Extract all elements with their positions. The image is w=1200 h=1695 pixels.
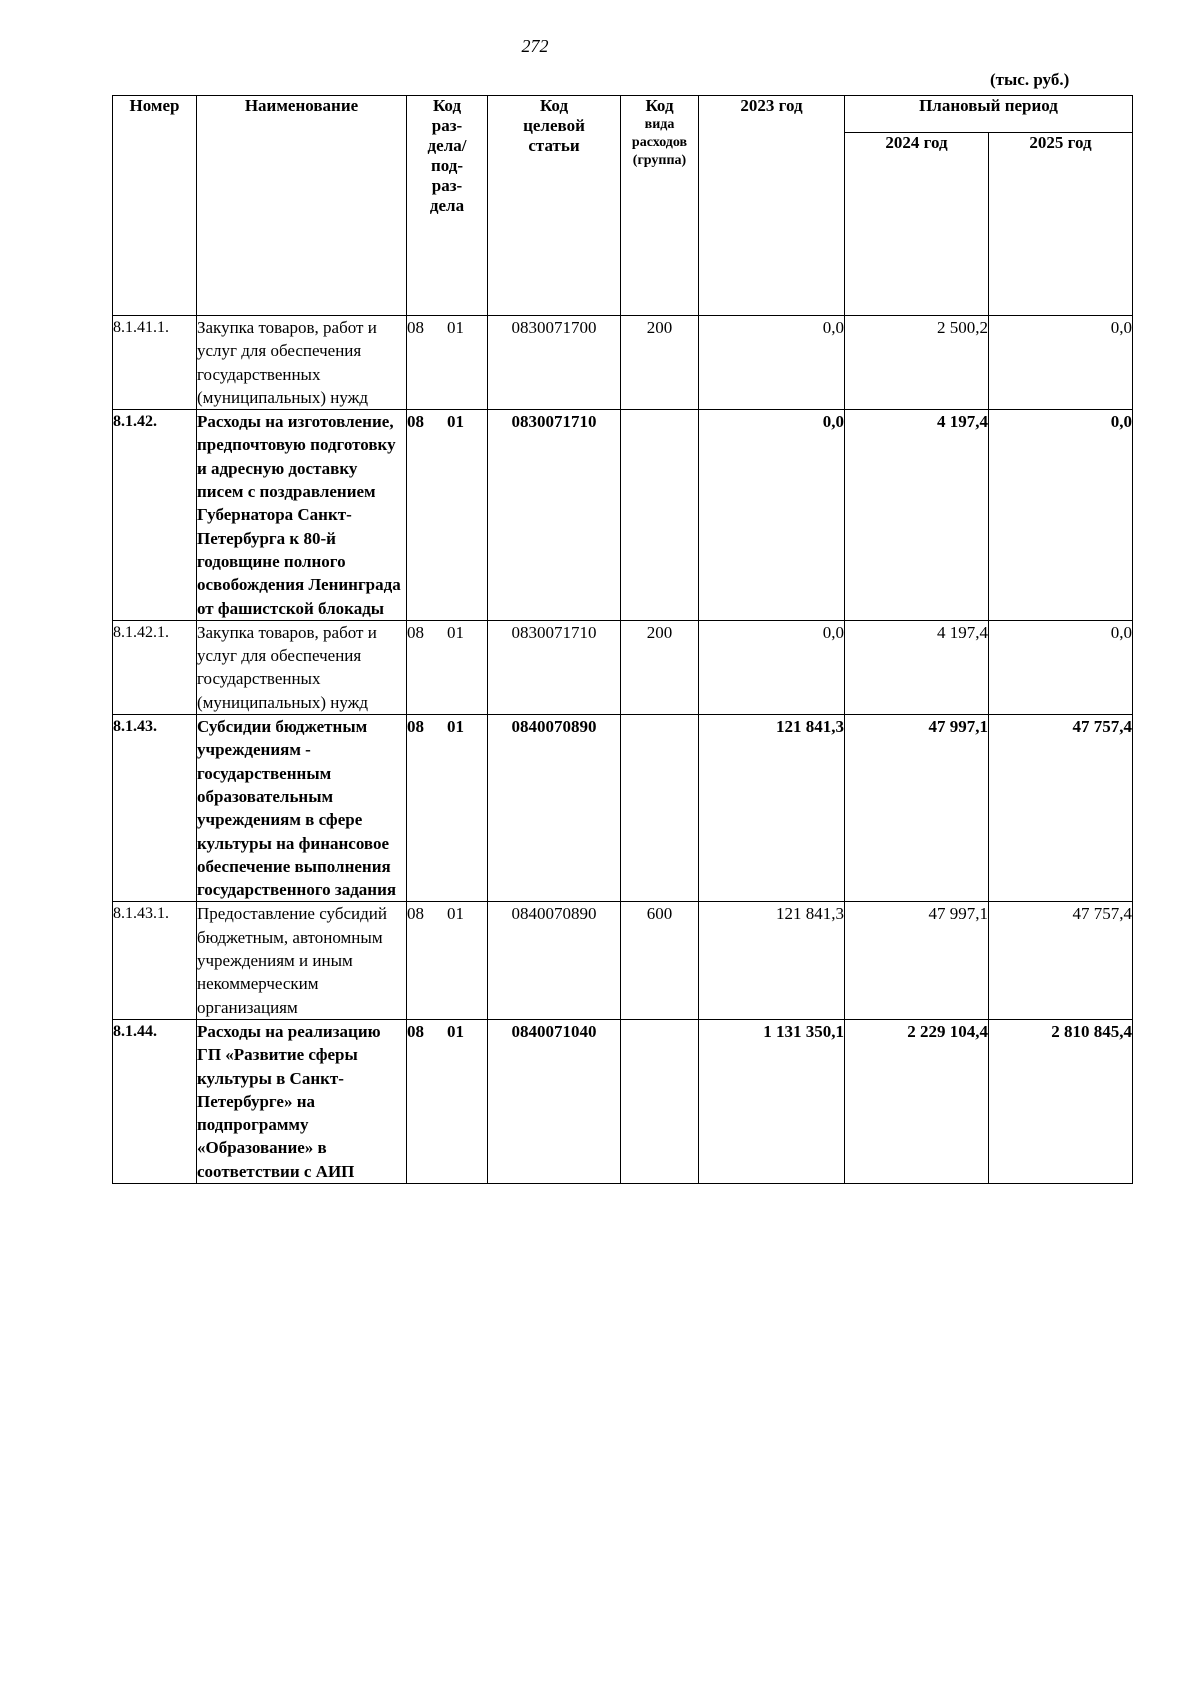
units-label: (тыс. руб.) (990, 70, 1070, 89)
header-target-article: Код целевой статьи (488, 96, 621, 316)
row-target-article: 0830071700 (488, 316, 621, 410)
row-amount-2024: 2 229 104,4 (845, 1019, 989, 1183)
row-amount-2024: 47 997,1 (845, 902, 989, 1019)
row-number: 8.1.41.1. (113, 316, 197, 410)
row-amount-2025: 0,0 (989, 316, 1133, 410)
page-number: 272 (521, 36, 549, 56)
row-razdel: 08 01 (407, 715, 488, 902)
row-razdel: 08 01 (407, 1019, 488, 1183)
row-razdel: 08 01 (407, 620, 488, 714)
row-number: 8.1.42. (113, 410, 197, 621)
row-target-article: 0840071040 (488, 1019, 621, 1183)
row-amount-2025: 47 757,4 (989, 902, 1133, 1019)
row-target-article: 0840070890 (488, 902, 621, 1019)
header-2024: 2024 год (845, 133, 989, 316)
row-name: Субсидии бюджетным учреждениям - государственным образовательным учреждениям в сфере культуры на финансовое обеспечение выполнения государственного задания (197, 715, 407, 902)
header-2025: 2025 год (989, 133, 1133, 316)
row-expense-type: 200 (621, 620, 699, 714)
header-name: Наименование (197, 96, 407, 316)
table-row (113, 902, 1133, 1019)
row-expense-type (621, 410, 699, 621)
row-name: Закупка товаров, работ и услуг для обеспечения государственных (муниципальных) нужд (197, 620, 407, 714)
row-name: Закупка товаров, работ и услуг для обеспечения государственных (муниципальных) нужд (197, 316, 407, 410)
row-amount-2023: 121 841,3 (699, 715, 845, 902)
row-target-article: 0830071710 (488, 620, 621, 714)
row-expense-type: 600 (621, 902, 699, 1019)
header-razdel: Код раз- дела/ под- раз- дела (407, 96, 488, 316)
row-amount-2023: 0,0 (699, 410, 845, 621)
row-number: 8.1.44. (113, 1019, 197, 1183)
row-amount-2024: 4 197,4 (845, 620, 989, 714)
header-expense-type: Код вида расходов (группа) (621, 96, 699, 316)
row-number: 8.1.43. (113, 715, 197, 902)
row-razdel: 08 01 (407, 410, 488, 621)
row-target-article: 0830071710 (488, 410, 621, 621)
row-amount-2025: 0,0 (989, 410, 1133, 621)
row-name: Предоставление субсидий бюджетным, автономным учреждениям и иным некоммерческим организациям (197, 902, 407, 1019)
row-amount-2024: 2 500,2 (845, 316, 989, 410)
table-row (113, 316, 1133, 410)
row-name: Расходы на изготовление, предпочтовую подготовку и адресную доставку писем с поздравлением Губернатора Санкт-Петербурга к 80-й годовщине полного освобождения Ленинграда от фашистской блокады (197, 410, 407, 621)
row-amount-2023: 0,0 (699, 316, 845, 410)
row-amount-2024: 47 997,1 (845, 715, 989, 902)
header-plan-period: Плановый период (845, 96, 1133, 133)
table-row (113, 620, 1133, 714)
header-number: Номер (113, 96, 197, 316)
row-amount-2023: 0,0 (699, 620, 845, 714)
row-target-article: 0840070890 (488, 715, 621, 902)
row-razdel: 08 01 (407, 902, 488, 1019)
row-amount-2023: 1 131 350,1 (699, 1019, 845, 1183)
table-row (113, 715, 1133, 902)
row-amount-2025: 2 810 845,4 (989, 1019, 1133, 1183)
table-row (113, 410, 1133, 621)
row-number: 8.1.42.1. (113, 620, 197, 714)
row-number: 8.1.43.1. (113, 902, 197, 1019)
budget-table (112, 95, 1133, 1184)
row-amount-2025: 0,0 (989, 620, 1133, 714)
header-2023: 2023 год (699, 96, 845, 316)
row-amount-2025: 47 757,4 (989, 715, 1133, 902)
row-razdel: 08 01 (407, 316, 488, 410)
row-amount-2024: 4 197,4 (845, 410, 989, 621)
row-expense-type: 200 (621, 316, 699, 410)
row-amount-2023: 121 841,3 (699, 902, 845, 1019)
row-expense-type (621, 1019, 699, 1183)
row-expense-type (621, 715, 699, 902)
table-row (113, 1019, 1133, 1183)
row-name: Расходы на реализацию ГП «Развитие сферы культуры в Санкт-Петербурге» на подпрограмму «Образование» в соответствии с АИП (197, 1019, 407, 1183)
